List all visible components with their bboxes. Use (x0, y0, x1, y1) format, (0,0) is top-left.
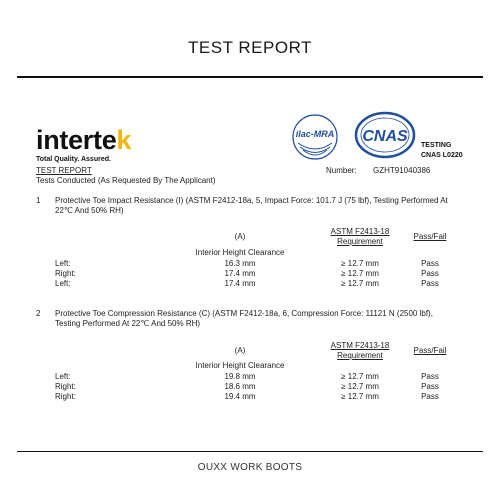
result-header: Pass/Fail (413, 346, 447, 355)
number-value: GZHT91040386 (373, 166, 431, 175)
result-header: Pass/Fail (413, 232, 447, 241)
subheader: Interior Height Clearance (195, 361, 285, 370)
subheader: Interior Height Clearance (195, 248, 285, 257)
ilac-mra-seal (290, 113, 340, 161)
test-description-line1: Protective Toe Impact Resistance (I) (ASTM F2412-18a, 5, Impact Force: 101.7 J (75 lbf), Testing Performed At (55, 196, 448, 205)
report-document: intertek Total Quality. Assured. TEST REPORT Tests Conducted (As Requested By The Applicant) ilac-MRA CNAS TESTING CNAS L0220 Number: GZHT91040386 1 Protective Toe Impact Resistance (I) (ASTM F2412-18a, 5, Impact Force: 101.7 J (75 lbf), Testing Performed At 22℃ And 50% RH) (A) ASTM F2413-18 Requirement Pass/Fail Interior Height Clearance Left: 16.3 mm ≥ 12.7 mm Pass Right: 17.4 mm ≥ 12.7 mm Pass Left: 17.4 mm ≥ 12.7 mm Pass 2 Protective Toe Compression Resistance (C) (ASTM F2412-18a, 6, Compression Force: 11121 N (2500 lbf), Testing Performed At 22℃ And 50% RH) (A) ASTM F2413-18 Requirement Pass/Fail Interior Height Clearance Left: 19.8 mm ≥ 12.7 mm Pass Right: 18.6 mm ≥ 12.7 mm Pass Right: 19.4 mm ≥ 12.7 mm Pass (0, 0, 500, 500)
test-index: 2 (36, 309, 41, 318)
footer-brand: OUXX WORK BOOTS (197, 462, 303, 473)
column-a-header: (A) (234, 232, 246, 241)
requirement-header-line2: Requirement (337, 351, 383, 360)
ilac-text: ilac-MRA (295, 129, 335, 139)
requirement-header-line1: ASTM F2413-18 (330, 341, 390, 350)
cnas-seal (354, 111, 416, 159)
test-description-line2: 22℃ And 50% RH) (55, 206, 124, 215)
logo-wordmark: intertek (36, 125, 132, 155)
column-a-header: (A) (234, 346, 246, 355)
test-index: 1 (36, 196, 41, 205)
report-subtitle: TEST REPORT (36, 166, 92, 175)
test-description-line2: Testing Performed At 22℃ And 50% RH) (55, 319, 201, 328)
page-title: TEST REPORT (188, 38, 312, 57)
conducted-note: Tests Conducted (As Requested By The Applicant) (36, 176, 216, 185)
test-description-line1: Protective Toe Compression Resistance (C) (ASTM F2412-18a, 6, Compression Force: 11121 N (2500 lbf), (55, 309, 433, 318)
logo-tagline: Total Quality. Assured. (36, 156, 111, 163)
bottom-divider (17, 451, 483, 452)
intertek-logo (36, 126, 131, 163)
number-label: Number: (326, 166, 357, 175)
requirement-header-line1: ASTM F2413-18 (330, 227, 390, 236)
requirement-header-line2: Requirement (337, 237, 383, 246)
accreditation-label: TESTING CNAS L0220 (421, 142, 463, 159)
cnas-text: CNAS (362, 128, 408, 145)
